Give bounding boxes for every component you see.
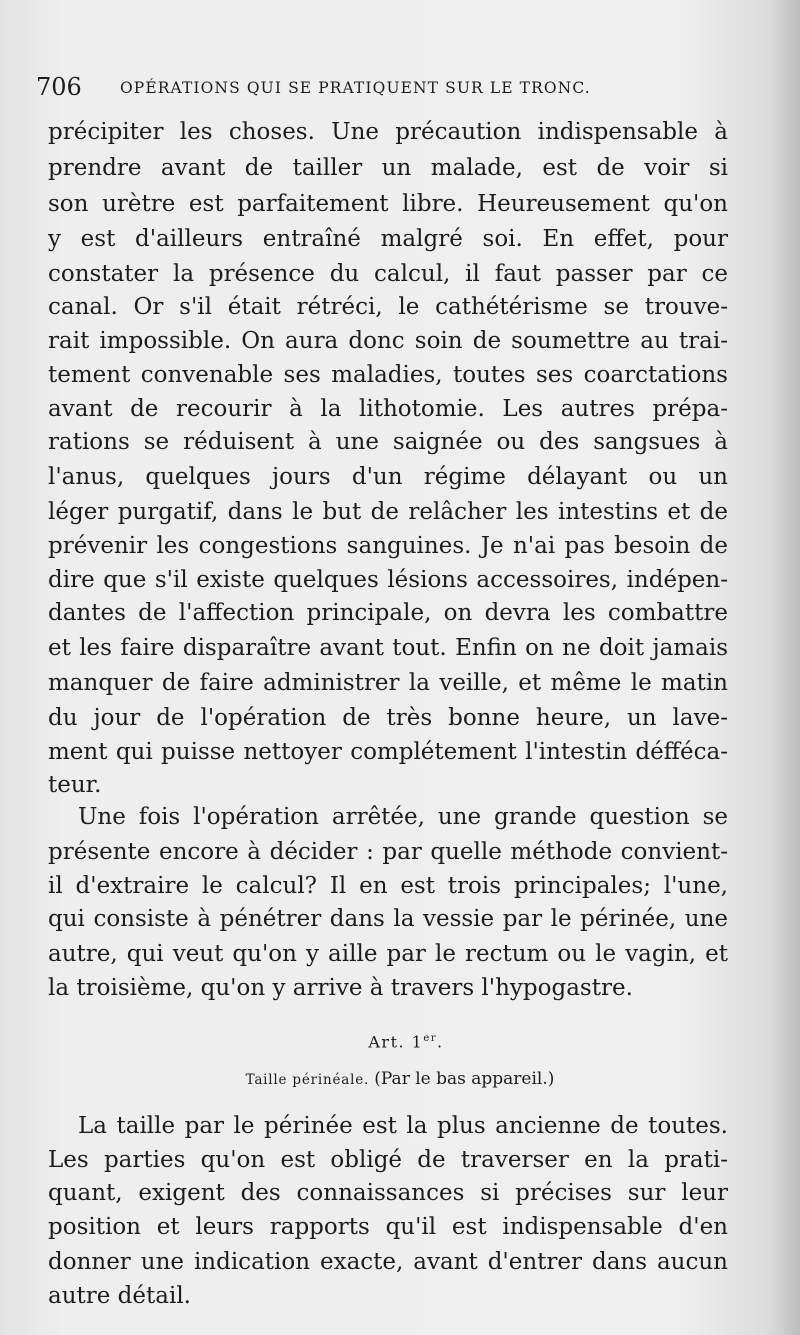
text-line: du jour de l'opération de très bonne heure, un lave- (48, 705, 728, 731)
running-head: OPÉRATIONS QUI SE PRATIQUENT SUR LE TRONC. (120, 79, 591, 97)
article-heading-sup: er (423, 1033, 438, 1044)
text-line: position et leurs rapports qu'il est indispensable d'en (48, 1214, 728, 1240)
text-line: Les parties qu'on est obligé de traverser en la prati- (48, 1147, 728, 1173)
page-number: 706 (36, 73, 82, 101)
text-line: ment qui puisse nettoyer complétement l'intestin défféca- (48, 739, 728, 765)
text-line: avant de recourir à la lithotomie. Les autres prépa- (48, 396, 728, 422)
text-line: précipiter les choses. Une précaution indispensable à (48, 119, 728, 145)
text-line: présente encore à décider : par quelle méthode convient- (48, 839, 728, 865)
text-line: constater la présence du calcul, il faut passer par ce (48, 261, 728, 287)
article-heading-text: Art. 1 (368, 1032, 424, 1052)
text-line: donner une indication exacte, avant d'entrer dans aucun (48, 1249, 728, 1275)
text-line: autre, qui veut qu'on y aille par le rectum ou le vagin, et (48, 941, 728, 967)
article-heading-end: . (437, 1032, 444, 1052)
section-title-main: Taille périnéale. (245, 1072, 370, 1088)
text-line: l'anus, quelques jours d'un régime délayant ou un (48, 464, 728, 490)
text-line: dantes de l'affection principale, on devra les combattre (48, 600, 728, 626)
text-line: prévenir les congestions sanguines. Je n'ai pas besoin de (48, 533, 728, 559)
text-line: quant, exigent des connaissances si précises sur leur (48, 1180, 728, 1206)
text-line: et les faire disparaître avant tout. Enfin on ne doit jamais (48, 635, 728, 661)
text-line: qui consiste à pénétrer dans la vessie par le périnée, une (48, 906, 728, 932)
text-line: léger purgatif, dans le but de relâcher les intestins et de (48, 499, 728, 525)
text-line: y est d'ailleurs entraîné malgré soi. En effet, pour (48, 226, 728, 252)
page-header (36, 72, 736, 102)
text-line: la troisième, qu'on y arrive à travers l'hypogastre. (48, 975, 633, 1001)
text-line: son urètre est parfaitement libre. Heureusement qu'on (48, 191, 728, 217)
text-line: rations se réduisent à une saignée ou des sangsues à (48, 429, 728, 455)
section-subtitle: (Par le bas appareil.) (374, 1069, 555, 1089)
text-line: rait impossible. On aura donc soin de soumettre au trai- (48, 328, 728, 354)
section-title (0, 1064, 800, 1094)
text-line: Une fois l'opération arrêtée, une grande question se (78, 804, 728, 830)
article-heading (0, 1026, 800, 1052)
text-line: La taille par le périnée est la plus ancienne de toutes. (78, 1113, 728, 1139)
text-line: prendre avant de tailler un malade, est de voir si (48, 155, 728, 181)
text-line: teur. (48, 772, 102, 798)
text-line: manquer de faire administrer la veille, et même le matin (48, 670, 728, 696)
text-line: canal. Or s'il était rétréci, le cathétérisme se trouve- (48, 294, 728, 320)
text-line: autre détail. (48, 1283, 191, 1309)
text-line: il d'extraire le calcul? Il en est trois principales; l'une, (48, 873, 728, 899)
text-line: tement convenable ses maladies, toutes ses coarctations (48, 362, 728, 388)
text-line: dire que s'il existe quelques lésions accessoires, indépen- (48, 567, 728, 593)
